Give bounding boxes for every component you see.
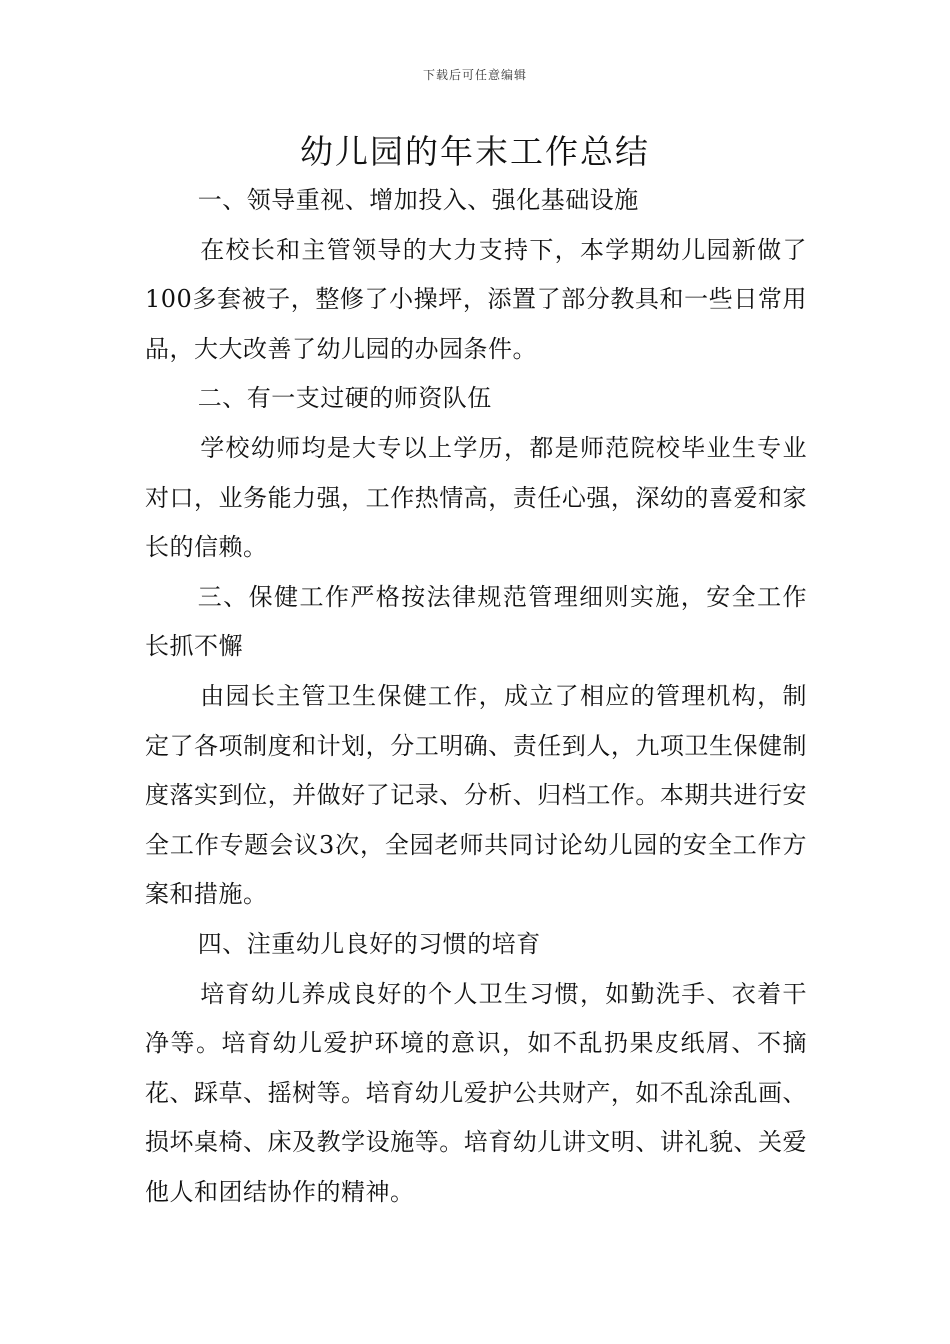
section-heading-2: 二、有一支过硬的师资队伍 <box>197 384 492 413</box>
header-note: 下载后可任意编辑 <box>422 68 527 82</box>
section-body-1: 在校长和主管领导的大力支持下，本学期幼儿园新做了100多套被子，整修了小操坪，添置了部分教具和一些日常用品，大大改善了幼儿园的办园条件。 <box>145 235 807 363</box>
section-heading-3: 三、保健工作严格按法律规范管理细则实施，安全工作长抓不懈 <box>145 582 807 661</box>
section-body-3: 由园长主管卫生保健工作，成立了相应的管理机构，制定了各项制度和计划，分工明确、责任到人，九项卫生保健制度落实到位，并做好了记录、分析、归档工作。本期共进行安全工作专题会议3次，全园老师共同讨论幼儿园的安全工作方案和措施。 <box>145 681 807 909</box>
document-title: 幼儿园的年末工作总结 <box>300 132 650 171</box>
section-heading-4: 四、注重幼儿良好的习惯的培育 <box>197 929 541 958</box>
section-body-4: 培育幼儿养成良好的个人卫生习惯，如勤洗手、衣着干净等。培育幼儿爱护环境的意识，如不乱扔果皮纸屑、不摘花、踩草、摇树等。培育幼儿爱护公共财产，如不乱涂乱画、损坏桌椅、床及教学设施等。培育幼儿讲文明、讲礼貌、关爱他人和团结协作的精神。 <box>145 979 807 1206</box>
section-heading-1: 一、领导重视、增加投入、强化基础设施 <box>197 186 639 214</box>
section-body-2: 学校幼师均是大专以上学历，都是师范院校毕业生专业对口，业务能力强，工作热情高，责任心强，深幼的喜爱和家长的信赖。 <box>145 433 807 562</box>
document-body <box>145 176 807 1217</box>
